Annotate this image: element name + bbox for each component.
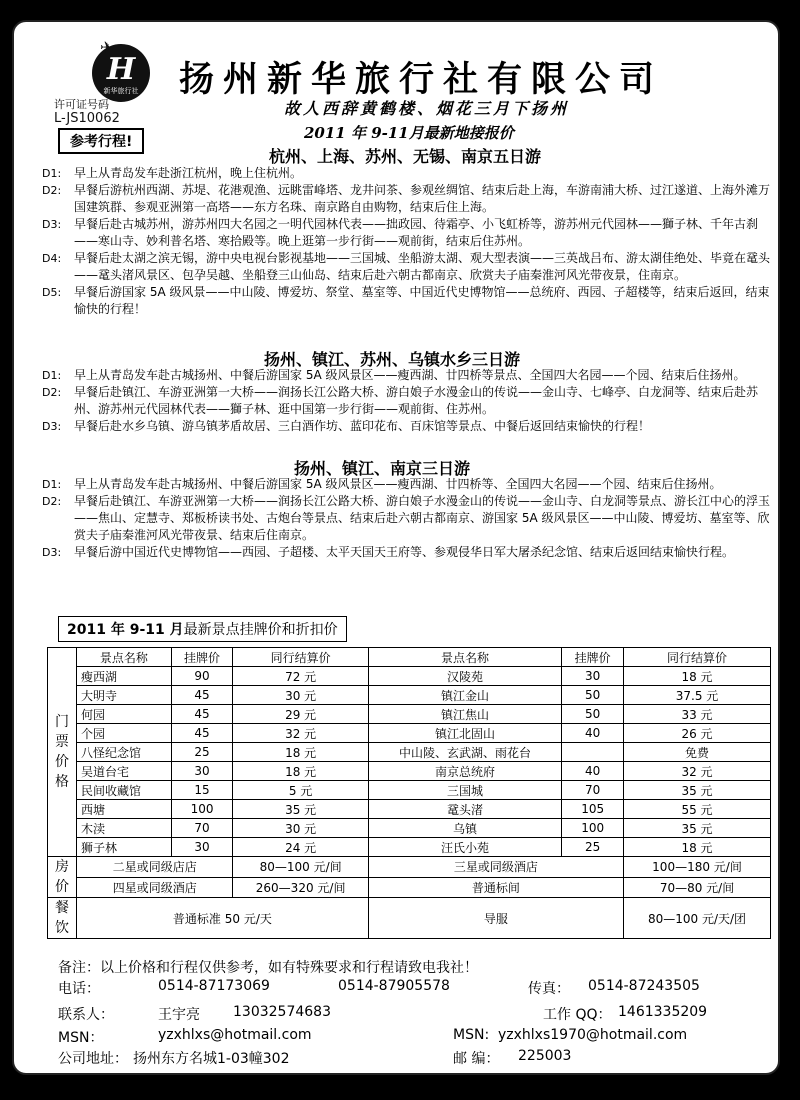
category-label [48,857,77,898]
table-row [48,877,771,898]
table-cell: 25 [171,743,233,762]
fax-number: 0514-87243505 [588,978,700,994]
zip-code: 225003 [518,1048,572,1064]
table-cell: 5 元 [233,781,368,800]
table-cell: 32 元 [624,762,771,781]
msn-2-label: MSN: [453,1027,490,1043]
table-row [48,686,771,705]
day-item: D1: 早上从青岛发车赴古城扬州、中餐后游国家 5A 级风景区——瘦西湖、廿四桥等景点、全国四大名园——个园、结束后住扬州。 [42,368,746,382]
table-cell: 三国城 [368,781,561,800]
table-cell: 40 [562,724,624,743]
reference-itinerary-label: 参考行程! [58,128,144,154]
table-row [48,857,771,878]
table-cell: 70 [562,781,624,800]
table-cell: 30 [171,838,233,857]
phone-2: 0514-87905578 [338,978,450,994]
table-cell: 33 元 [624,705,771,724]
column-header: 同行结算价 [624,648,771,667]
license-info [54,98,120,126]
category-char: 格 [55,774,69,790]
day-item: D4: 早餐后赴太湖之滨无锡，游中央电视台影视基地——三国城、坐船游太湖、观大型表演——三英战吕布、游太湖佳绝处、毕竟在鼋头——鼋头渚风景区、包孕吴越、坐船登三山仙岛、结束后赴六朝古都南京、欣赏夫子庙秦淮河风光带夜景，住南京。 [42,251,771,282]
table-row [48,762,771,781]
table-cell: 西塘 [77,800,172,819]
table-cell: 普通标间 [368,877,623,898]
table-cell: 29 元 [233,705,368,724]
address: 扬州东方名城1-03幢302 [133,1051,290,1067]
table-cell: 55 元 [624,800,771,819]
table-cell: 50 [562,705,624,724]
category-char: 饮 [55,920,69,936]
table-row [48,800,771,819]
table-cell: 免费 [624,743,771,762]
table-cell: 18 元 [233,762,368,781]
table-cell: 105 [562,800,624,819]
contact-phone: 13032574683 [233,1004,331,1020]
day-item: D3: 早餐后赴古城苏州，游苏州四大名园之一明代园林代表——拙政园、待霜亭、小飞虹桥等，游苏州元代园林——獅子林、千年古刹——寒山寺、妙利普名塔、寒拾殿等。晚上逛第一步行街——观前街，结束后住苏州。 [42,217,759,248]
column-header: 景点名称 [77,648,172,667]
table-cell: 吴道台宅 [77,762,172,781]
table-cell: 狮子林 [77,838,172,857]
contact-label: 联系人： [58,1007,114,1023]
remark: 备注：以上价格和行程仅供参考，如有特殊要求和行程请致电我社！ [58,960,478,976]
table-cell: 70—80 元/间 [624,877,771,898]
table-cell: 35 元 [233,800,368,819]
day-item: D3: 早餐后游中国近代史博物馆——西园、子超楼、太平天国天王府等、参观侵华日军大屠杀纪念馆、结束后返回结束愉快行程。 [42,545,735,559]
table-cell: 35 元 [624,781,771,800]
category-label [48,898,77,939]
tour-days [42,367,772,435]
day-item: D1: 早上从青岛发车赴古城扬州、中餐后游国家 5A 级风景区——瘦西湖、廿四桥等、全国四大名园——个园、结束后住扬州。 [42,477,722,491]
table-cell: 个园 [77,724,172,743]
table-cell: 24 元 [233,838,368,857]
table-row [48,898,771,939]
msn-1: yzxhlxs@hotmail.com [158,1027,312,1043]
category-char: 票 [55,734,69,750]
table-cell: 260—320 元/间 [233,877,368,898]
category-char: 门 [55,714,69,730]
table-cell: 30 元 [233,686,368,705]
quote-title: 2011 年 9-11月最新地接报价 [304,124,514,142]
tour-days [42,476,772,561]
table-cell: 三星或同级酒店 [368,857,623,878]
table-cell: 四星或同级酒店 [77,877,233,898]
category-char: 价 [55,879,69,895]
table-cell: 40 [562,762,624,781]
table-cell: 26 元 [624,724,771,743]
table-cell: 导服 [368,898,623,939]
table-cell: 木渎 [77,819,172,838]
tour-title: 扬州、镇江、苏州、乌镇水乡三日游 [264,350,521,369]
qq-number: 1461335209 [618,1004,708,1020]
msn-2: yzxhlxs1970@hotmail.com [498,1027,688,1043]
msn-label: MSN： [58,1030,104,1046]
table-cell: 汉陵苑 [368,667,561,686]
table-cell: 80—100 元/天/团 [624,898,771,939]
table-cell: 镇江焦山 [368,705,561,724]
brochure-page [12,20,780,1075]
day-item: D5: 早餐后游国家 5A 级风景——中山陵、博爱坊、祭堂、墓室等、中国近代史博物馆——总统府、西园、子超楼等，结束后返回，结束愉快的行程！ [42,285,770,316]
table-cell: 37.5 元 [624,686,771,705]
table-header-row [48,648,771,667]
table-cell: 45 [171,705,233,724]
day-item: D2: 早餐后赴镇江、车游亚洲第一大桥——润扬长江公路大桥、游白娘子水漫金山的传说——金山寺、白龙洞等景点、游长江中心的浮玉——焦山、定慧寺、郑板桥读书处、古炮台等景点、结束后赴六朝古都南京、游国家 5A 级风景区——中山陵、博爱坊、墓室等、欣赏夫子庙秦淮河风光带夜景、结束后住南京。 [42,494,771,542]
table-cell: 民间收藏馆 [77,781,172,800]
day-item: D1: 早上从青岛发车赴浙江杭州，晚上住杭州。 [42,166,303,180]
license-label: 许可证号码 [54,98,109,111]
table-cell: 100 [562,819,624,838]
zip-label: 邮 编： [453,1051,500,1067]
bird-icon: ✈ [100,38,114,57]
table-row [48,838,771,857]
day-item: D2: 早餐后赴镇江、车游亚洲第一大桥——润扬长江公路大桥、游白娘子水漫金山的传说——金山寺、七峰亭、白龙洞等、结束后赴苏州、游苏州元代园林代表——獅子林、逛中国第一步行街——观前街、住苏州。 [42,385,759,416]
price-section-title: 2011 年 9-11 月最新景点挂牌价和折扣价 [58,616,347,642]
slogan: 故人西辞黄鹤楼、烟花三月下扬州 [284,99,570,118]
table-cell: 100—180 元/间 [624,857,771,878]
day-item: D3: 早餐后赴水乡乌镇、游乌镇茅盾故居、三白酒作坊、蓝印花布、百床馆等景点、中餐后返回结束愉快的行程！ [42,419,651,433]
table-cell: 72 元 [233,667,368,686]
table-cell: 鼋头渚 [368,800,561,819]
table-cell: 南京总统府 [368,762,561,781]
table-cell: 普通标准 50 元/天 [77,898,369,939]
logo-subtitle: 新华旅行社 [103,87,139,95]
table-cell: 乌镇 [368,819,561,838]
contact-name: 王宇亮 [158,1007,200,1023]
table-row [48,781,771,800]
table-cell: 45 [171,686,233,705]
table-cell: 30 [562,667,624,686]
table-cell: 100 [171,800,233,819]
category-label [48,648,77,857]
company-logo [92,38,150,102]
table-cell: 25 [562,838,624,857]
table-row [48,743,771,762]
table-cell: 35 元 [624,819,771,838]
table-cell: 18 元 [233,743,368,762]
table-row [48,819,771,838]
table-cell: 30 元 [233,819,368,838]
phone-1: 0514-87173069 [158,978,270,994]
table-cell: 90 [171,667,233,686]
column-header: 挂牌价 [562,648,624,667]
table-cell: 大明寺 [77,686,172,705]
table-cell: 15 [171,781,233,800]
tour-title: 扬州、镇江、南京三日游 [294,459,471,478]
column-header: 挂牌价 [171,648,233,667]
column-header: 景点名称 [368,648,561,667]
table-row [48,724,771,743]
table-cell: 70 [171,819,233,838]
column-header: 同行结算价 [233,648,368,667]
table-cell: 二星或同级店店 [77,857,233,878]
address-label: 公司地址： [58,1051,128,1067]
table-cell: 镇江金山 [368,686,561,705]
table-cell: 瘦西湖 [77,667,172,686]
table-cell: 中山陵、玄武湖、雨花台 [368,743,561,762]
table-row [48,705,771,724]
table-cell: 32 元 [233,724,368,743]
company-name: 扬州新华旅行社有限公司 [179,60,664,100]
table-row [48,667,771,686]
table-cell: 80—100 元/间 [233,857,368,878]
category-char: 价 [55,754,69,770]
category-char: 房 [55,859,69,875]
table-cell: 45 [171,724,233,743]
price-table [47,647,771,939]
category-char: 餐 [55,900,69,916]
table-cell: 18 元 [624,838,771,857]
table-cell: 30 [171,762,233,781]
table-cell [562,743,624,762]
day-item: D2: 早餐后游杭州西湖、苏堤、花港观渔、远眺雷峰塔、龙井问茶、参观丝绸馆、结束后赴上海，车游南浦大桥、过江遂道、上海外滩万国建筑群、参观亚洲第一高塔——东方名珠、南京路自由购物，结束后住上海。 [42,183,771,214]
tour-days [42,165,772,318]
table-cell: 汪氏小苑 [368,838,561,857]
qq-label: 工作 QQ： [543,1007,612,1023]
table-cell: 18 元 [624,667,771,686]
table-cell: 50 [562,686,624,705]
table-cell: 何园 [77,705,172,724]
license-code: L-JS10062 [54,111,120,126]
table-cell: 镇江北固山 [368,724,561,743]
table-cell: 八怪纪念馆 [77,743,172,762]
fax-label: 传真： [528,981,570,997]
logo-letter: H [106,52,136,87]
phone-label: 电话： [58,981,100,997]
tour-title: 杭州、上海、苏州、无锡、南京五日游 [269,147,542,166]
